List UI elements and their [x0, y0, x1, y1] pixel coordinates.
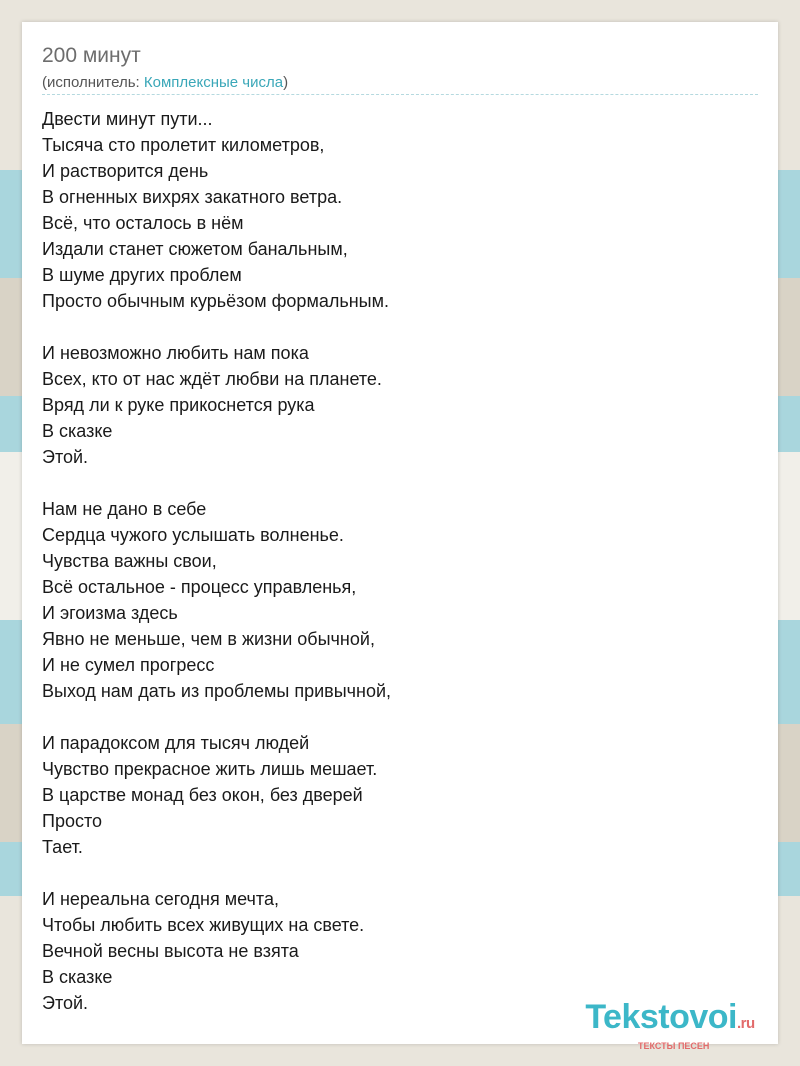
lyric-line: Этой. [42, 993, 89, 1013]
lyric-line: И невозможно любить нам пока [42, 343, 309, 363]
logo-domain: .ru [737, 1015, 755, 1032]
lyric-line: Тает. [42, 837, 83, 857]
song-title: 200 минут [42, 44, 141, 67]
title-divider [42, 94, 758, 95]
lyric-line: И не сумел прогресс [42, 655, 215, 675]
lyric-line: Просто обычным курьёзом формальным. [42, 291, 389, 311]
lyric-line: Нам не дано в себе [42, 499, 207, 519]
lyric-line: И эгоизма здесь [42, 603, 178, 623]
lyric-line: И нереальна сегодня мечта, [42, 889, 279, 909]
lyrics-body [42, 106, 742, 1016]
stanza-gap [42, 314, 742, 340]
lyric-line: Вечной весны высота не взята [42, 941, 299, 961]
lyric-line: И растворится день [42, 161, 209, 181]
lyrics-card [22, 22, 778, 1051]
logo-tagline: ТЕКСТЫ ПЕСЕН [638, 1041, 710, 1051]
stanza-gap [42, 470, 742, 496]
artist-prefix: (исполнитель: [42, 74, 144, 91]
lyric-line: В огненных вихрях закатного ветра. [42, 187, 343, 207]
lyric-line: Издали станет сюжетом банальным, [42, 239, 348, 259]
lyric-line: В шуме других проблем [42, 265, 242, 285]
lyric-line: Сердца чужого услышать волненье. [42, 525, 344, 545]
lyric-line: Всех, кто от нас ждёт любви на планете. [42, 369, 382, 389]
artist-link[interactable]: Комплексные числа [143, 74, 284, 91]
lyric-line: Явно не меньше, чем в жизни обычной, [42, 629, 375, 649]
stanza-gap [42, 704, 742, 730]
lyric-line: Вряд ли к руке прикоснется рука [42, 395, 315, 415]
lyric-line: Этой. [42, 447, 89, 467]
lyric-line: Чувства важны свои, [42, 551, 217, 571]
logo-text: Tekstovoi [585, 998, 737, 1036]
site-logo[interactable] [570, 1000, 770, 1051]
stanza-gap [42, 860, 742, 886]
lyric-line: Тысяча сто пролетит километров, [42, 135, 325, 155]
lyric-line: Двести минут пути... [42, 109, 213, 129]
artist-suffix: ) [283, 74, 289, 91]
lyric-line: Чтобы любить всех живущих на свете. [42, 915, 365, 935]
lyric-line: Всё остальное - процесс управленья, [42, 577, 357, 597]
artist-line [42, 74, 288, 91]
lyric-line: В сказке [42, 967, 113, 987]
lyric-line: В царстве монад без окон, без дверей [42, 785, 363, 805]
lyric-line: И парадоксом для тысяч людей [42, 733, 310, 753]
lyric-line: Выход нам дать из проблемы привычной, [42, 681, 392, 701]
lyric-line: Всё, что осталось в нём [42, 213, 244, 233]
lyric-line: В сказке [42, 421, 113, 441]
lyric-line: Чувство прекрасное жить лишь мешает. [42, 759, 378, 779]
lyric-line: Просто [42, 811, 103, 831]
